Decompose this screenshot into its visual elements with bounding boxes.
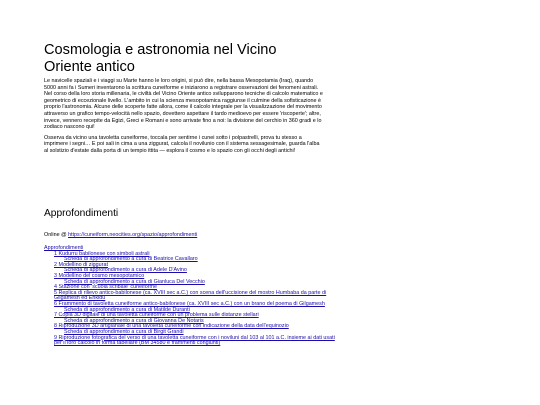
toc-subitem-link[interactable]: Scheda di approfondimento a cura di Giovanna De Notaris: [64, 317, 204, 324]
toc-item-link[interactable]: 6 Frammento di tavoletta cuneiforme antico-babilonese (ca. XVIII sec a.C.) con un brano del poema di Gilgamesh: [54, 300, 325, 307]
online-link[interactable]: https://cuneiform.neocities.org/spazio/approfondimenti: [68, 232, 198, 238]
toc-item-link[interactable]: 3 Modellino del cosmo mesopotamico: [54, 272, 145, 279]
toc-subitem-link[interactable]: Scheda di approfondimento a cura di Beatrice Cavallaro: [64, 256, 198, 263]
section-heading-wrap: [44, 208, 324, 220]
toc-subitem-link[interactable]: Scheda di approfondimento a cura di Adele D'Avino: [64, 267, 187, 274]
online-line: [44, 232, 197, 239]
toc-item-link[interactable]: 1 Kudurru babilonese con simboli astrali: [54, 250, 150, 257]
toc-item-link[interactable]: 8 Riproduzione 3D artigianale di una tavoletta cuneiforme con indicazione della data dell'equinozio: [54, 323, 289, 330]
article: [44, 42, 324, 155]
toc-item-link[interactable]: 4 Stazione con 'scuola scribale' cuneiforme: [54, 284, 158, 291]
toc-item-link[interactable]: 2 Modellino di ziggurat: [54, 261, 108, 268]
toc-root-link[interactable]: Approfondimenti: [44, 245, 84, 251]
table-of-contents: [44, 246, 344, 347]
toc-subitem-link[interactable]: Scheda di approfondimento a cura di Gianluca Del Vecchio: [64, 278, 205, 285]
section-title: Approfondimenti: [44, 208, 119, 219]
page-title: Cosmologia e astronomia nel Vicino Oriente antico: [44, 42, 277, 75]
toc-item-link[interactable]: 5 Replica di rilievo antico-babilonese (ca. XVIII sec a.C.) con scena dell'uccisione del mostro Humbaba da parte di Gilgamesh ed Enkidu: [54, 289, 327, 302]
intro-paragraph: Le navicelle spaziali e i viaggi su Marte hanno le loro origini, si può dire, nella bassa Mesopotamia (Iraq), quando 5000 anni fa i Sumeri inventarono la scrittura cuneiforme e iniziarono a registrare osservazioni dei fenomeni astrali. Nel corso della loro storia millenaria, le civiltà del Vicino Oriente antico svilupparono tecniche di calcolo matematico e geometrico di eccezionale livello. L'ambito in cui la scienza mesopotamica raggiunse il culmine della sofisticazione è proprio l'astronomia. Alcune delle scoperte fatte allora, come il calcolo integrale per la visualizzazione del movimento attraverso un grafico tempo-velocità nello spazio, dovettero aspettare il tardo medioevo per essere 'riscoperte'; altre, invece, vennero recepite da Egizi, Greci e Romani e sono arrivate fino a noi: la divisione del cerchio in 360 gradi e lo zodiaco nascono qui!: [44, 78, 323, 131]
toc-subitem-link[interactable]: Scheda di approfondimento a cura di Matilde Duranti: [64, 306, 190, 313]
toc-item-link[interactable]: 9 Riproduzione fotografica del verso di una tavoletta cuneiforme con i noviluni dal 103 al 101 a.C. insieme ai dati usati per il loro calcolo in forma tabellare (BM 34580 e frammenti congiunti): [54, 334, 335, 347]
toc-item-link[interactable]: 7 Copia 3D digitale di una tavoletta cuneiforme con un problema sulle distanze stellari: [54, 312, 259, 319]
online-prefix: Online @: [44, 232, 69, 238]
invite-paragraph: Osserva da vicino una tavoletta cuneiforme, toccala per sentirne i cunei sotto i polpastrelli, prova tu stesso a imprimere i segni… E poi sali in cima a una ziggurat, calcola il novilunio con il sistema sessagesimale, guarda l'alba al solstizio d'estate dalla porta di un tempio ittita — esplora il cosmo e lo spazio con gli occhi degli antichi!: [44, 134, 320, 154]
toc-subitem-link[interactable]: Scheda di approfondimento a cura di Birgit Grandi: [64, 328, 184, 335]
